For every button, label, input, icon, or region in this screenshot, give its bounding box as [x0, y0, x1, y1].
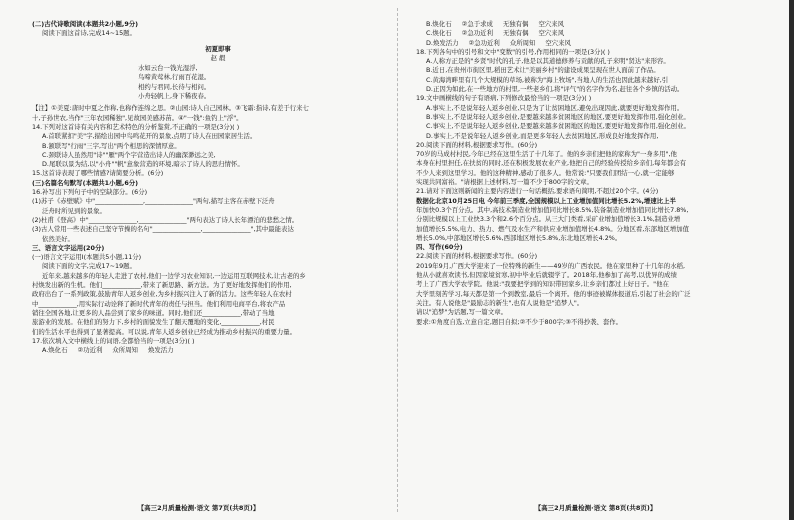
note-line: 【注】①美夏:唐时中夏之作称,也称作连绵之思。②山园:诗人自己园林。③飞霜:指诗,有差于行来七: [32, 104, 309, 113]
passage-line: 旅游业的发展。在他们的努力下,乡村的面貌发生了翻天覆地的变化,____________,村民: [32, 318, 275, 327]
option-row: [416, 39, 788, 48]
passage-line: 政府出台了一系列政策,鼓励青年人返乡创业,为乡村振兴注入了新的活力。这些年轻人在农村: [32, 290, 292, 299]
option-cell: 众所周知: [509, 38, 536, 47]
passage-line: 考上了广西大学农学院。他说:"我要把学到的知识带回家乡,让乡亲们都过上好日子。"他在: [416, 280, 669, 289]
news-line: 年加快0.3个百分点。其中,高技术制造业增加值同比增长8.5%,装备制造业增加值同比增长7.8%,: [416, 205, 689, 214]
left-column: [32, 20, 404, 520]
option-cell: 无独有偶: [502, 20, 529, 28]
right-column: [416, 20, 788, 520]
news-line: 增长5.0%,中部地区增长5.6%,西部地区增长5.8%,东北地区增长4.2%。: [416, 233, 622, 242]
right-page-footer: 【高三2月质量检测·语文 第8页(共8页)】: [534, 504, 657, 512]
scan-edge: [789, 0, 794, 520]
instruction-line: 阅读下面的文字,完成17~19题。: [42, 262, 136, 271]
option-line: A.首联紧扣"美"字,描绘出园中鸟鸣花开的景象,点明了诗人在田园家居生活。: [42, 132, 257, 141]
passage-line: 本身在村里担任,在扶贫的同时,还在积极发展农业产业,他把自己的经验传授给乡亲们,每年都会有: [416, 159, 687, 168]
question-line: 15.这首诗表现了哪些情感?请简要分析。(6分): [32, 169, 164, 178]
news-line: 加值增长5.5%,电力、热力、燃气及水生产和供应业增加值增长4.8%。分地区看,东部地区增加值: [416, 224, 689, 233]
option-row: [32, 346, 404, 355]
passage-line: 村焕发出新的生机。他们____________,带来了新思路、新方法。为了更好地发挥他们的作用,: [32, 281, 292, 290]
poem-line: 相约与君同,长待与相问。: [138, 82, 211, 91]
poem-line: 小舟轻帆上,身下稀夜春。: [138, 92, 211, 101]
option-line: A.人称方正是的"乡贤"时代的孔子,他是以其道德修养与贡献的孔子来明"贤达"来形容。: [426, 57, 670, 66]
question-line: 18.下列各句中的引号和文中"变数"的引号,作用相同的一项是(3分)( ): [416, 47, 610, 56]
option-cell: ②急于求成: [461, 20, 493, 28]
option-cell: ②急功近利: [468, 38, 500, 47]
subsection-heading: (一)语言文字运用Ⅰ(本题共5小题,11分): [32, 253, 142, 262]
section-heading: (三)名篇名句默写(本题共1小题,6分): [32, 178, 139, 187]
question-line: 14.下列对这首诗有关内容和艺术特色的分析鉴赏,不正确的一项是(3分)( ): [32, 122, 240, 131]
passage-line: 大学里刻苦学习,每天都是第一个到教室,最后一个离开。他的事迹被媒体报道后,引起了社会的广泛: [416, 289, 691, 298]
passage-line: 们的生活水平也得到了显著提高。可以说,青年人返乡创业已经成为推动乡村振兴的重要力量。: [32, 327, 297, 336]
poem-title: 初夏即事: [205, 44, 231, 53]
fill-line: (1)苏子《赤壁赋》中"_______________,_______________"两句,描写主客在赤壁下泛舟: [32, 197, 275, 206]
option-line: D.事实上,不是说年轻人返乡创业,而是更多年轻人去贫困地区,形成良好地发挥作用,: [426, 131, 659, 140]
fill-line: 依然美好。: [42, 234, 74, 243]
option-row: [416, 20, 788, 29]
option-cell: 无独有偶: [502, 29, 529, 38]
fill-line: (3)古人常用一些表述自己坚守节操的名句"_______________,_______________",其中最能表达: [32, 225, 294, 234]
option-cell: 众所周知: [112, 346, 138, 355]
passage-line: 他从小就喜欢读书,但因家境贫寒,初中毕业后就辍学了。2018年,他参加了高考,以优异的成绩: [416, 271, 677, 280]
column-divider: [397, 8, 398, 512]
option-line: C.黄海湾畔里有几个大规模的草场,被称为"海上牧场",当地人的生活也因此越来越好,引: [426, 75, 669, 84]
section-heading: 四、写作(60分): [416, 243, 463, 252]
option-cell: D.焕发活力: [426, 38, 459, 47]
question-line: 16.补写出下列句子中的空缺部分。(6分): [32, 188, 148, 197]
poem-line: 鸟啼黄莺林,行雨百花湿。: [138, 73, 211, 82]
option-line: D.尾联以景为结,以"小舟""帆"意象营造的环境,暗示了诗人的思归情怀。: [42, 160, 244, 169]
passage-line: 近年来,越来越多的年轻人走进了农村,他们一边学习农业知识,一边运用互联网技术,让古老的乡: [42, 271, 306, 280]
option-cell: 空穴来风: [538, 20, 565, 28]
option-line: C.颈联诗人虽然用"诗""雁"两个字营造出诗人的幽深渺远之美,: [42, 150, 216, 159]
question-line: 22.阅读下面的材料,根据要求写作。(60分): [416, 252, 538, 261]
option-cell: 空穴来风: [538, 29, 565, 38]
passage-line: 请以"追梦"为话题,写一篇文章。: [416, 308, 507, 317]
option-cell: 焕发活力: [147, 346, 174, 355]
question-line: 21.请对下面这则新闻的主要内容进行一句话概括,要求语句简明,不超过20个字。(4分): [416, 187, 659, 196]
option-cell: B.焕化石: [426, 20, 452, 28]
option-line: D.正因为如此,在一些地方的村里,一些老乡们,将"评气"的名字作为名,赶往各个乡镇的活动。: [426, 85, 684, 94]
option-cell: ②功近利: [77, 346, 103, 355]
passage-line: 实现共同富裕。"请根据上述材料,写一篇不少于800字的文章。: [416, 178, 593, 187]
option-cell: ②急功近利: [461, 29, 493, 38]
passage-line: 关注。有人说他是"最励志的新生",也有人说他是"追梦人"。: [416, 298, 584, 307]
option-line: B.颔联写"行雨"三字,写出"两个相思的深情厚意。: [42, 141, 181, 150]
section-heading: (二)古代诗歌阅读(本题共2小题,9分): [32, 20, 139, 28]
question-line: 17.依次填入文中横线上的词语,全都恰当的一项是(3分)( ): [32, 336, 195, 345]
fill-line: 泛舟时所见到的景象。: [42, 206, 106, 215]
instruction-line: 阅读下面这首诗,完成14~15题。: [42, 29, 136, 38]
option-line: A.事实上,不是说年轻人返乡创业,只是为了让贫困地区,避免出现因此,就要更好地发挥作用。: [426, 103, 684, 112]
option-cell: A.焕化石: [42, 346, 68, 355]
option-cell: C.焕化石: [426, 29, 452, 38]
fill-line: (2)杜甫《登高》中"_______________,_______________"两句表达了诗人长年漂泊的悲愁之情。: [32, 215, 299, 224]
option-line: B.事实上,不是说年轻人返乡创业,是要越来越多贫困地区的地区,要更好地发挥作用,强化创业。: [426, 112, 690, 121]
question-line: 20.阅读下面的材料,根据要求写作。(60分): [416, 140, 538, 149]
option-cell: 空穴来风: [545, 38, 571, 47]
passage-line: 不少人来到这里学习。他的这种精神,感动了很多人。他常说:"只要我们团结一心,就一定能够: [416, 168, 675, 177]
option-row: [416, 29, 788, 38]
left-page-footer: 【高三2月质量检测·语文 第7页(共8页)】: [137, 504, 260, 512]
passage-line: 销往全国各地,让更多的人品尝到了家乡的味道。同时,他们还____________,带动了当地: [32, 308, 275, 317]
news-line: 分别比规模以上工业快3.3个和2.6个百分点。从三大门类看,采矿业增加值增长3.1%,制造业增: [416, 215, 681, 224]
passage-line: 70岁的马成村村民,今年已经在这里生活了十几年了。他的乡亲们把他的家称为"一身多用",他: [416, 150, 677, 159]
news-line: 数据化北京10月25日电 今年前三季度,全国规模以上工业增加值同比增长5.2%,增速比上半: [416, 196, 676, 205]
note-line: 十,子孙世农,当作"三年农园稀独",见故园美感苏苗。④"一钱":鱼钓上"浮"。: [32, 113, 243, 122]
poem-line: 水如云台一钱光湿浮,: [138, 64, 198, 73]
passage-line: 中____________,用实际行动诠释了新时代青年的责任与担当。他们利用电商平台,将农产品: [32, 299, 286, 308]
requirement-line: 要求:①角度自选,立意自定,题目自拟;②不少于800字;③不得抄袭、套作。: [416, 317, 623, 326]
option-line: C.事实上,不是说年轻人返乡创业,是要越来越多贫困地区的地区,要更好地发挥作用,强化创业。: [426, 122, 690, 131]
question-line: 19.文中画横线的句子有语病,下列修改最恰当的一项是(3分)( ): [416, 94, 592, 103]
section-heading: 三、语言文字运用(20分): [32, 243, 105, 252]
poem-author: 赵 嘏: [210, 53, 226, 62]
option-line: B.近日,在贵州市街区里,稻田艺术让"美丽乡村"的建设成果呈现在世人面前了作品。: [426, 66, 660, 75]
passage-line: 2019年9月,广西大学迎来了一位特殊的新生——49岁的广西农民。他在家里种了十几年的水稻,: [416, 261, 685, 270]
